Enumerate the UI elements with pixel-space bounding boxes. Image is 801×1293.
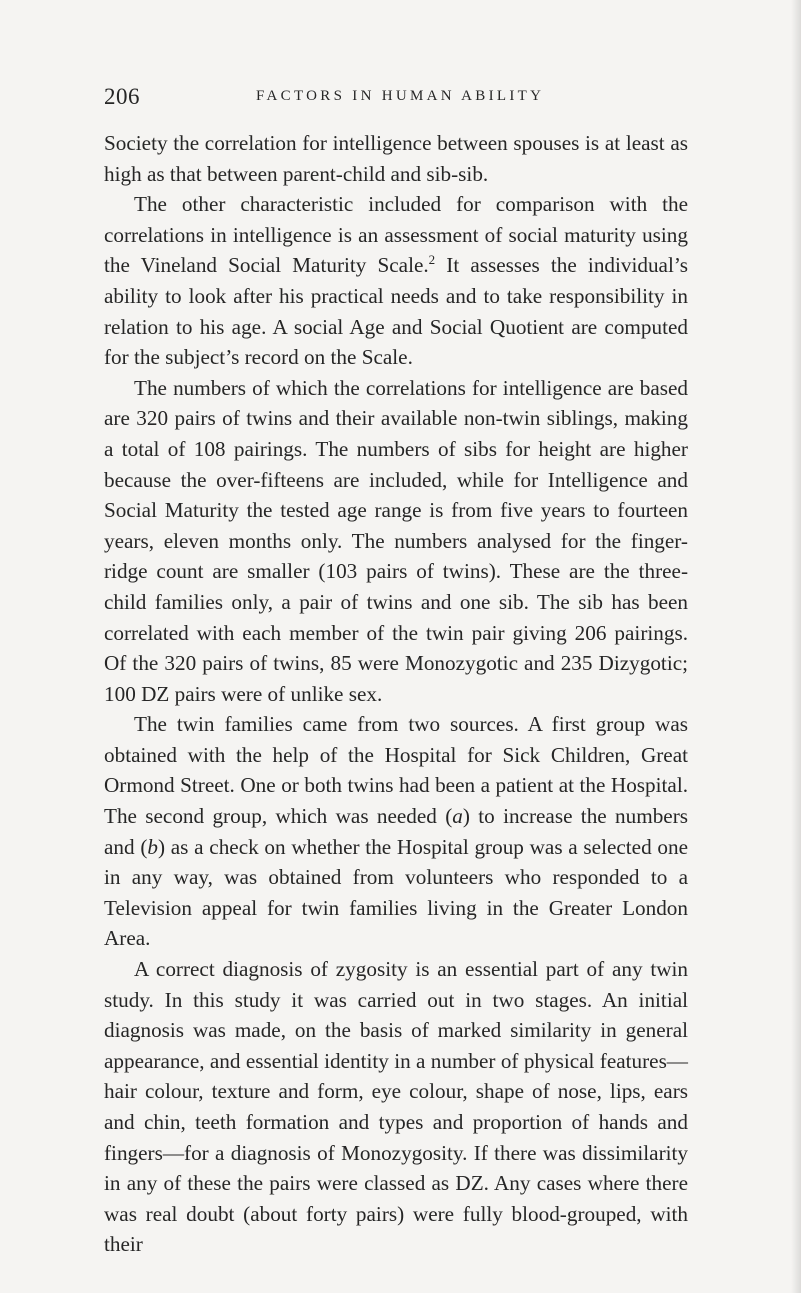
running-head-title: FACTORS IN HUMAN ABILITY <box>256 88 545 104</box>
paragraph-4-letter-b: b <box>147 834 158 859</box>
paragraph-2 <box>104 189 688 373</box>
footnote-marker: 2 <box>428 252 436 268</box>
running-head <box>104 84 704 114</box>
page-number: 206 <box>104 84 140 109</box>
page-edge-shadow <box>791 0 801 1293</box>
paragraph-3: The numbers of which the correlations for intelligence are based are 320 pairs of twins and their available non-twin siblings, making a total of 108 pairings. The numbers of sibs for height are higher because the over-fifteens are included, while for Intelligence and Social Maturity the tested age range is from five years to fourteen years, eleven months only. The numbers analysed for the finger-ridge count are smaller (103 pairs of twins). These are the three-child families only, a pair of twins and one sib. The sib has been correlated with each member of the twin pair giving 206 pairings. Of the 320 pairs of twins, 85 were Monozygotic and 235 Dizygotic; 100 DZ pairs were of unlike sex. <box>104 375 688 706</box>
paragraph-1: Society the correlation for intelligence between spouses is at least as high as that between parent-child and sib-sib. <box>104 131 688 186</box>
paragraph-4-text-a: The twin families came from two sources. A first group was obtained with the help of the Hospital for Sick Children, Great Ormond Street. One or both twins had been a patient at the Hospital. The second group, which was needed ( <box>104 712 688 829</box>
paragraph-5: A correct diagnosis of zygosity is an essential part of any twin study. In this study it was carried out in two stages. An initial diagnosis was made, on the basis of marked similarity in general appearance, and essential identity in a number of physical features—hair colour, texture and form, eye colour, shape of nose, lips, ears and chin, teeth formation and types and proportion of hands and fingers—for a diagnosis of Monozygosity. If there was dissimilarity in any of these the pairs were classed as DZ. Any cases where there was real doubt (about forty pairs) were fully blood-grouped, with their <box>104 957 688 1257</box>
paragraph-4-letter-a: a <box>452 804 463 829</box>
paragraph-2-text-b: It assesses the individual’s ability to look after his practical needs and to take responsibility in relation to his age. A social Age and Social Quotient are computed for the subject’s record on the Scale. <box>104 253 688 370</box>
paragraph-4-text-b: ) to increase the numbers and ( <box>104 804 688 859</box>
body-text <box>104 128 688 1260</box>
paragraph-4-text-c: ) as a check on whether the Hospital group was a selected one in any way, was obtained from volunteers who responded to a Television appeal for twin families living in the Greater London Area. <box>104 834 688 951</box>
paragraph-2-text-a: The other characteristic included for comparison with the correlations in intelligence is an assessment of social maturity using the Vineland Social Maturity Scale. <box>104 192 688 278</box>
paragraph-4 <box>104 709 688 954</box>
